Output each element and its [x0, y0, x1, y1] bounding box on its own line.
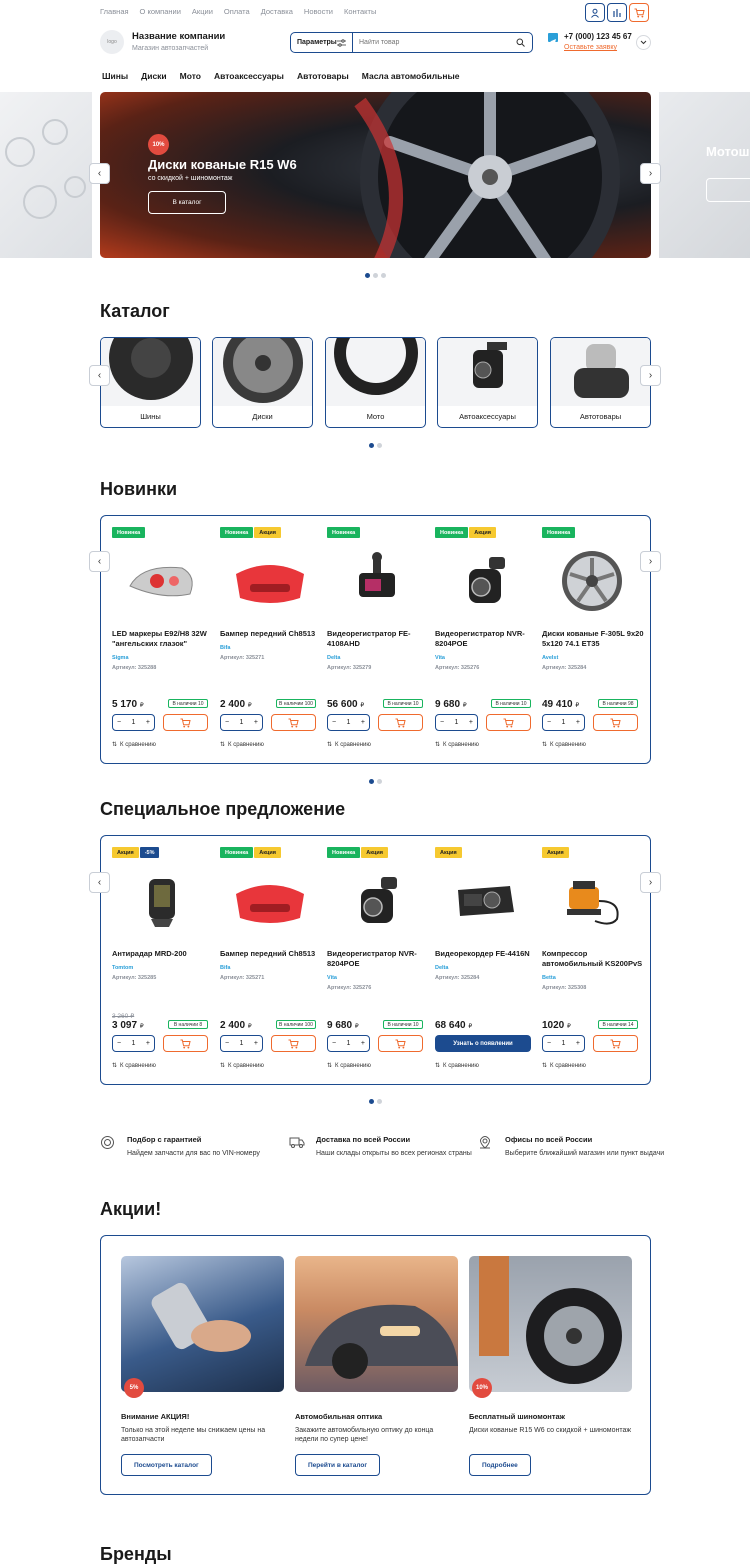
cart-icon: [288, 1039, 299, 1049]
notify-button[interactable]: Узнать о появлении: [435, 1035, 531, 1052]
product-article: Артикул: 325284: [542, 664, 587, 671]
product-name[interactable]: Видеорегистратор NVR-8204POE: [327, 949, 417, 968]
plus-button[interactable]: +: [575, 719, 580, 726]
product-name[interactable]: Видеорекордер FE-4416N: [435, 949, 530, 958]
quantity-value: 1: [561, 1040, 566, 1047]
stock-badge: В наличии 10: [383, 699, 423, 708]
add-to-cart-button[interactable]: [593, 714, 638, 731]
compare-link[interactable]: ⇅ К сравнению: [435, 741, 479, 748]
product-brand[interactable]: Delta: [435, 964, 449, 971]
params-button[interactable]: [291, 33, 353, 52]
product-card[interactable]: [542, 527, 642, 757]
cart-icon: [395, 1039, 406, 1049]
quantity-value: 1: [131, 719, 136, 726]
catalog-title: Каталог: [100, 301, 170, 321]
toplink-contacts[interactable]: Контакты: [343, 7, 377, 16]
badge-new: Новинка: [220, 847, 253, 858]
product-brand[interactable]: Bifa: [220, 644, 231, 651]
quantity-stepper[interactable]: [327, 714, 370, 731]
minus-button[interactable]: −: [117, 1040, 122, 1047]
feature-title: Подбор с гарантией: [127, 1135, 202, 1144]
old-price: 3 260 ₽: [112, 1013, 135, 1020]
menu-autogoods[interactable]: Автотовары: [296, 71, 349, 81]
product-brand[interactable]: Bifa: [220, 964, 231, 971]
product-article: Артикул: 325271: [220, 654, 265, 661]
feature-desc: Найдем запчасти для вас по VIN-номеру: [127, 1150, 260, 1157]
product-article: Артикул: 325288: [112, 664, 157, 671]
promo-desc: Только на этой неделе мы снижаем цены на автозапчасти: [121, 1427, 266, 1444]
radar-detector-image: [112, 861, 212, 941]
stock-badge: В наличии 8: [168, 1020, 208, 1029]
add-to-cart-button[interactable]: [271, 714, 316, 731]
chevron-right-icon: ›: [648, 168, 653, 179]
catalog-card-label: Мото: [366, 412, 385, 421]
product-name[interactable]: Бампер передний Ch8513: [220, 629, 316, 638]
tire-image: [101, 338, 200, 406]
quantity-stepper[interactable]: [542, 1035, 585, 1052]
product-article: Артикул: 325276: [327, 984, 372, 991]
product-card[interactable]: [112, 527, 212, 757]
badge-new: Новинка: [327, 847, 360, 858]
catalog-dot-1[interactable]: [369, 443, 374, 448]
badge-sale: Акция: [542, 847, 569, 858]
special-title: Специальное предложение: [100, 799, 346, 819]
compare-link[interactable]: ⇅ К сравнению: [542, 741, 586, 748]
quantity-value: 1: [454, 719, 459, 726]
promo-title: Автомобильная оптика: [295, 1412, 383, 1421]
special-dot-2[interactable]: [377, 1099, 382, 1104]
params-label: Параметры: [297, 39, 337, 46]
chevron-left-icon: ‹: [97, 877, 102, 888]
compare-icon: ⇅: [542, 742, 548, 748]
feature-title: Офисы по всей России: [505, 1135, 593, 1144]
plus-button[interactable]: +: [145, 719, 150, 726]
compare-link[interactable]: ⇅ К сравнению: [435, 1062, 479, 1069]
quantity-stepper[interactable]: [112, 714, 155, 731]
product-article: Артикул: 325279: [327, 664, 372, 671]
stock-badge: В наличии 100: [276, 699, 316, 708]
catalog-next-arrow[interactable]: [640, 365, 661, 386]
catalog-card-autogoods[interactable]: [550, 337, 651, 428]
user-icon: [590, 8, 600, 18]
feature-delivery: [289, 1135, 479, 1158]
product-brand[interactable]: Vita: [327, 974, 337, 981]
chevron-left-icon: ‹: [97, 370, 102, 381]
product-card[interactable]: [220, 527, 320, 757]
catalog-card-accessories[interactable]: [437, 337, 538, 428]
banner-prev-arrow[interactable]: [89, 163, 110, 184]
catalog-card-label: Автотовары: [579, 412, 622, 421]
compare-icon: ⇅: [542, 1063, 548, 1069]
banner-catalog-button[interactable]: В каталог: [148, 191, 226, 214]
badge-discount: -5%: [140, 847, 160, 858]
promo-image-car: [295, 1256, 458, 1392]
product-brand[interactable]: Delta: [327, 654, 341, 661]
quantity-stepper[interactable]: [112, 1035, 155, 1052]
product-name[interactable]: LED маркеры E92/H8 32W "ангельских глазок": [112, 629, 207, 648]
product-name[interactable]: Видеорегистратор FE-4108AHD: [327, 629, 411, 648]
toplink-news[interactable]: Новости: [303, 7, 333, 16]
badge-sale: Акция: [435, 847, 462, 858]
promo-discount-badge: 5%: [124, 1378, 144, 1398]
phone-number[interactable]: +7 (000) 123 45 67: [564, 32, 632, 41]
promo-image-tire-service: [469, 1256, 632, 1392]
banner-next-slide: [659, 92, 750, 258]
cart-icon: [180, 1039, 191, 1049]
compare-link[interactable]: ⇅ К сравнению: [112, 741, 156, 748]
feature-warranty: [100, 1135, 290, 1158]
product-name[interactable]: Антирадар MRD-200: [112, 949, 187, 958]
truck-icon: [289, 1135, 305, 1149]
product-article: Артикул: 325285: [112, 974, 157, 981]
product-price: 1020 ₽: [542, 1020, 571, 1031]
product-price: 2 400 ₽: [220, 1020, 252, 1031]
compare-icon: ⇅: [327, 742, 333, 748]
product-name[interactable]: Бампер передний Ch8513: [220, 949, 316, 958]
badge-new: Новинка: [327, 527, 360, 538]
product-card[interactable]: [112, 847, 212, 1077]
special-box: [97, 835, 651, 1085]
banner-subtitle: со скидкой + шиномонтаж: [148, 175, 233, 182]
compressor-image: [542, 861, 642, 941]
novelties-box: [97, 515, 651, 764]
compare-icon: ⇅: [435, 1063, 441, 1069]
quantity-value: 1: [239, 1040, 244, 1047]
product-price: 3 097 ₽: [112, 1020, 144, 1031]
toplink-sales[interactable]: Акции: [191, 7, 213, 16]
led-marker-image: [112, 541, 212, 621]
search-icon[interactable]: [516, 38, 525, 47]
product-article: Артикул: 325276: [435, 664, 480, 671]
minus-button[interactable]: −: [225, 719, 230, 726]
badge-sale: Акция: [254, 847, 281, 858]
compare-link[interactable]: ⇅ К сравнению: [112, 1062, 156, 1069]
product-card[interactable]: [327, 527, 427, 757]
badge-sale: Акция: [469, 527, 496, 538]
stock-badge: В наличии 98: [598, 699, 638, 708]
add-to-cart-button[interactable]: [271, 1035, 316, 1052]
special-dot-1[interactable]: [369, 1099, 374, 1104]
stock-badge: В наличии 10: [168, 699, 208, 708]
add-to-cart-button[interactable]: [378, 1035, 423, 1052]
product-card[interactable]: [542, 847, 642, 1077]
catalog-card-label: Автоаксессуары: [459, 412, 516, 421]
minus-button[interactable]: −: [440, 719, 445, 726]
search-bar: [290, 32, 533, 53]
novelties-prev-arrow[interactable]: [89, 551, 110, 572]
cart-icon: [180, 718, 191, 728]
stock-badge: В наличии 100: [276, 1020, 316, 1029]
car-seat-image: [551, 338, 653, 406]
chevron-down-icon: [640, 40, 647, 45]
plus-button[interactable]: +: [575, 1040, 580, 1047]
promo-card[interactable]: [121, 1256, 284, 1476]
wheel-image: [300, 92, 651, 258]
chevron-left-icon: ‹: [97, 556, 102, 567]
product-name[interactable]: Диски кованые F-305L 9x20 5x120 74.1 ET35: [542, 629, 644, 648]
banner-title: Диски кованые R15 W6: [148, 157, 297, 172]
stock-badge: В наличии 10: [491, 699, 531, 708]
minus-button[interactable]: −: [547, 719, 552, 726]
plus-button[interactable]: +: [145, 1040, 150, 1047]
quantity-value: 1: [561, 719, 566, 726]
plus-button[interactable]: +: [360, 719, 365, 726]
toplink-about[interactable]: О компании: [139, 7, 181, 16]
quantity-value: 1: [239, 719, 244, 726]
cart-icon: [610, 718, 621, 728]
chevron-right-icon: ›: [648, 877, 653, 888]
banner-discount-badge: 10%: [148, 134, 169, 155]
cart-icon: [634, 8, 645, 18]
promo-button[interactable]: Посмотреть каталог: [121, 1454, 212, 1476]
chart-bars-icon: [612, 8, 622, 18]
plus-button[interactable]: +: [253, 719, 258, 726]
banner-dot-3[interactable]: [381, 273, 386, 278]
product-card[interactable]: [435, 847, 535, 1077]
catalog-dot-2[interactable]: [377, 443, 382, 448]
plus-button[interactable]: +: [468, 719, 473, 726]
cart-icon: [503, 718, 514, 728]
plus-button[interactable]: +: [360, 1040, 365, 1047]
bumper-image: [220, 541, 320, 621]
compare-link[interactable]: ⇅ К сравнению: [542, 1062, 586, 1069]
toplink-home[interactable]: Главная: [100, 7, 129, 16]
badge-new: Новинка: [220, 527, 253, 538]
feature-offices: [478, 1135, 668, 1158]
product-article: Артикул: 325308: [542, 984, 587, 991]
minus-button[interactable]: −: [225, 1040, 230, 1047]
dashcam-image: [435, 541, 535, 621]
request-link[interactable]: Оставьте заявку: [564, 44, 618, 51]
product-article: Артикул: 325271: [220, 974, 265, 981]
add-to-cart-button[interactable]: [486, 714, 531, 731]
telegram-icon[interactable]: [548, 33, 558, 42]
promo-button[interactable]: Перейти в каталог: [295, 1454, 380, 1476]
catalog-card-tires[interactable]: [97, 337, 201, 428]
promo-card[interactable]: [469, 1256, 632, 1476]
special-prev-arrow[interactable]: [89, 872, 110, 893]
product-price: 9 680 ₽: [327, 1020, 359, 1031]
product-card[interactable]: [220, 847, 320, 1077]
promo-image-tools: [121, 1256, 284, 1392]
product-name[interactable]: Компрессор автомобильный KS200PvS: [542, 949, 643, 968]
novelties-title: Новинки: [100, 479, 178, 499]
menu-wheels[interactable]: Диски: [141, 71, 167, 81]
promos-title: Акции!: [100, 1199, 162, 1219]
badge-check-icon: [100, 1135, 115, 1150]
catalog-prev-arrow[interactable]: [89, 365, 110, 386]
main-banner[interactable]: [97, 92, 651, 258]
minus-button[interactable]: −: [332, 719, 337, 726]
promos-box: [100, 1235, 651, 1495]
novelties-dot-1[interactable]: [369, 779, 374, 784]
alloy-wheel-image: [542, 541, 642, 621]
quantity-value: 1: [346, 1040, 351, 1047]
compare-icon: ⇅: [220, 1063, 226, 1069]
menu-tires[interactable]: Шины: [102, 71, 129, 81]
compare-button[interactable]: [607, 3, 627, 22]
company-name: Название компании: [132, 31, 226, 42]
chevron-left-icon: ‹: [97, 168, 102, 179]
feature-title: Доставка по всей России: [316, 1135, 411, 1144]
compare-icon: ⇅: [327, 1063, 333, 1069]
compare-icon: ⇅: [112, 1063, 118, 1069]
banner-next-arrow[interactable]: [640, 163, 661, 184]
minus-button[interactable]: −: [547, 1040, 552, 1047]
cart-icon: [610, 1039, 621, 1049]
product-brand[interactable]: Vita: [435, 654, 445, 661]
badge-new: Новинка: [112, 527, 145, 538]
compare-link[interactable]: ⇅ К сравнению: [220, 741, 264, 748]
product-article: Артикул: 325284: [435, 974, 480, 981]
menu-moto[interactable]: Мото: [179, 71, 201, 81]
promo-title: Бесплатный шиномонтаж: [469, 1412, 565, 1421]
stock-badge: В наличии 10: [383, 1020, 423, 1029]
catalog-card-label: Диски: [252, 412, 273, 421]
feature-desc: Выберите ближайший магазин или пункт выдачи: [505, 1150, 665, 1157]
product-brand[interactable]: Tomtom: [112, 964, 134, 971]
plus-button[interactable]: +: [253, 1040, 258, 1047]
quantity-stepper[interactable]: [220, 1035, 263, 1052]
product-card[interactable]: [327, 847, 427, 1077]
video-recorder-image: [435, 861, 535, 941]
add-to-cart-button[interactable]: [163, 714, 208, 731]
toplink-delivery[interactable]: Доставка: [260, 7, 293, 16]
product-name[interactable]: Видеорегистратор NVR-8204POE: [435, 629, 525, 648]
location-pin-icon: [478, 1135, 492, 1150]
chevron-right-icon: ›: [648, 370, 653, 381]
contacts-dropdown[interactable]: [636, 35, 651, 50]
dashcam-image: [438, 338, 537, 406]
banner-dot-2[interactable]: [373, 273, 378, 278]
dashcam-image: [327, 861, 427, 941]
feature-desc: Наши склады открыты во всех регионах страны: [316, 1150, 472, 1157]
quantity-stepper[interactable]: [327, 1035, 370, 1052]
company-subtitle: Магазин автозапчастей: [132, 45, 209, 52]
cart-icon: [395, 718, 406, 728]
product-price: 2 400 ₽: [220, 699, 252, 710]
special-next-arrow[interactable]: [640, 872, 661, 893]
minus-button[interactable]: −: [117, 719, 122, 726]
cart-icon: [288, 718, 299, 728]
quantity-stepper[interactable]: [435, 714, 478, 731]
promo-card[interactable]: [295, 1256, 458, 1476]
product-price: 5 170 ₽: [112, 699, 144, 710]
compare-link[interactable]: ⇅ К сравнению: [220, 1062, 264, 1069]
account-button[interactable]: [585, 3, 605, 22]
menu-accessories[interactable]: Автоаксессуары: [213, 71, 284, 81]
main-menu: [102, 71, 459, 81]
product-brand[interactable]: Sigma: [112, 654, 129, 661]
banner-prev-slide: [0, 92, 92, 258]
add-to-cart-button[interactable]: [378, 714, 423, 731]
compare-icon: ⇅: [435, 742, 441, 748]
catalog-card-label: Шины: [140, 412, 161, 421]
stock-badge: В наличии 14: [598, 1020, 638, 1029]
toplink-payment[interactable]: Оплата: [223, 7, 250, 16]
quantity-value: 1: [131, 1040, 136, 1047]
promo-discount-badge: 10%: [472, 1378, 492, 1398]
product-brand[interactable]: Betta: [542, 974, 556, 981]
cart-button[interactable]: [629, 3, 649, 22]
compare-icon: ⇅: [112, 742, 118, 748]
product-price: 9 680 ₽: [435, 699, 467, 710]
catalog-card-moto[interactable]: [325, 337, 426, 428]
catalog-card-wheels[interactable]: [212, 337, 313, 428]
wheel-disc-image: [213, 338, 312, 406]
badge-sale: Акция: [112, 847, 139, 858]
dashcam-image: [327, 541, 427, 621]
bumper-image: [220, 861, 320, 941]
quantity-stepper[interactable]: [220, 714, 263, 731]
badge-sale: Акция: [254, 527, 281, 538]
product-card[interactable]: [435, 527, 535, 757]
promo-title: Внимание АКЦИЯ!: [121, 1412, 190, 1421]
moto-tire-image: [326, 338, 425, 406]
search-input[interactable]: [353, 39, 516, 46]
minus-button[interactable]: −: [332, 1040, 337, 1047]
banner-dot-1[interactable]: [365, 273, 370, 278]
promo-desc: Диски кованые R15 W6 со скидкой + шиномонтаж: [469, 1427, 632, 1434]
novelties-next-arrow[interactable]: [640, 551, 661, 572]
badge-new: Новинка: [435, 527, 468, 538]
quantity-stepper[interactable]: [542, 714, 585, 731]
filter-icon: [337, 39, 346, 47]
quantity-value: 1: [346, 719, 351, 726]
compare-link[interactable]: ⇅ К сравнению: [327, 741, 371, 748]
novelties-dot-2[interactable]: [377, 779, 382, 784]
product-price: 68 640 ₽: [435, 1020, 473, 1031]
badge-sale: Акция: [361, 847, 388, 858]
promo-button[interactable]: Подробнее: [469, 1454, 531, 1476]
add-to-cart-button[interactable]: [593, 1035, 638, 1052]
product-price: 49 410 ₽: [542, 699, 580, 710]
menu-oils[interactable]: Масла автомобильные: [361, 71, 460, 81]
chevron-right-icon: ›: [648, 556, 653, 567]
promo-desc: Закажите автомобильную оптику до конца недели по супер цене!: [295, 1427, 434, 1444]
logo[interactable]: logo: [100, 30, 124, 54]
add-to-cart-button[interactable]: [163, 1035, 208, 1052]
brands-title: Бренды: [100, 1544, 172, 1564]
product-price: 56 600 ₽: [327, 699, 365, 710]
compare-icon: ⇅: [220, 742, 226, 748]
top-links: [100, 7, 376, 16]
badge-new: Новинка: [542, 527, 575, 538]
product-brand[interactable]: Avelst: [542, 654, 559, 661]
next-slide-title: Мотош: [706, 144, 750, 159]
compare-link[interactable]: ⇅ К сравнению: [327, 1062, 371, 1069]
